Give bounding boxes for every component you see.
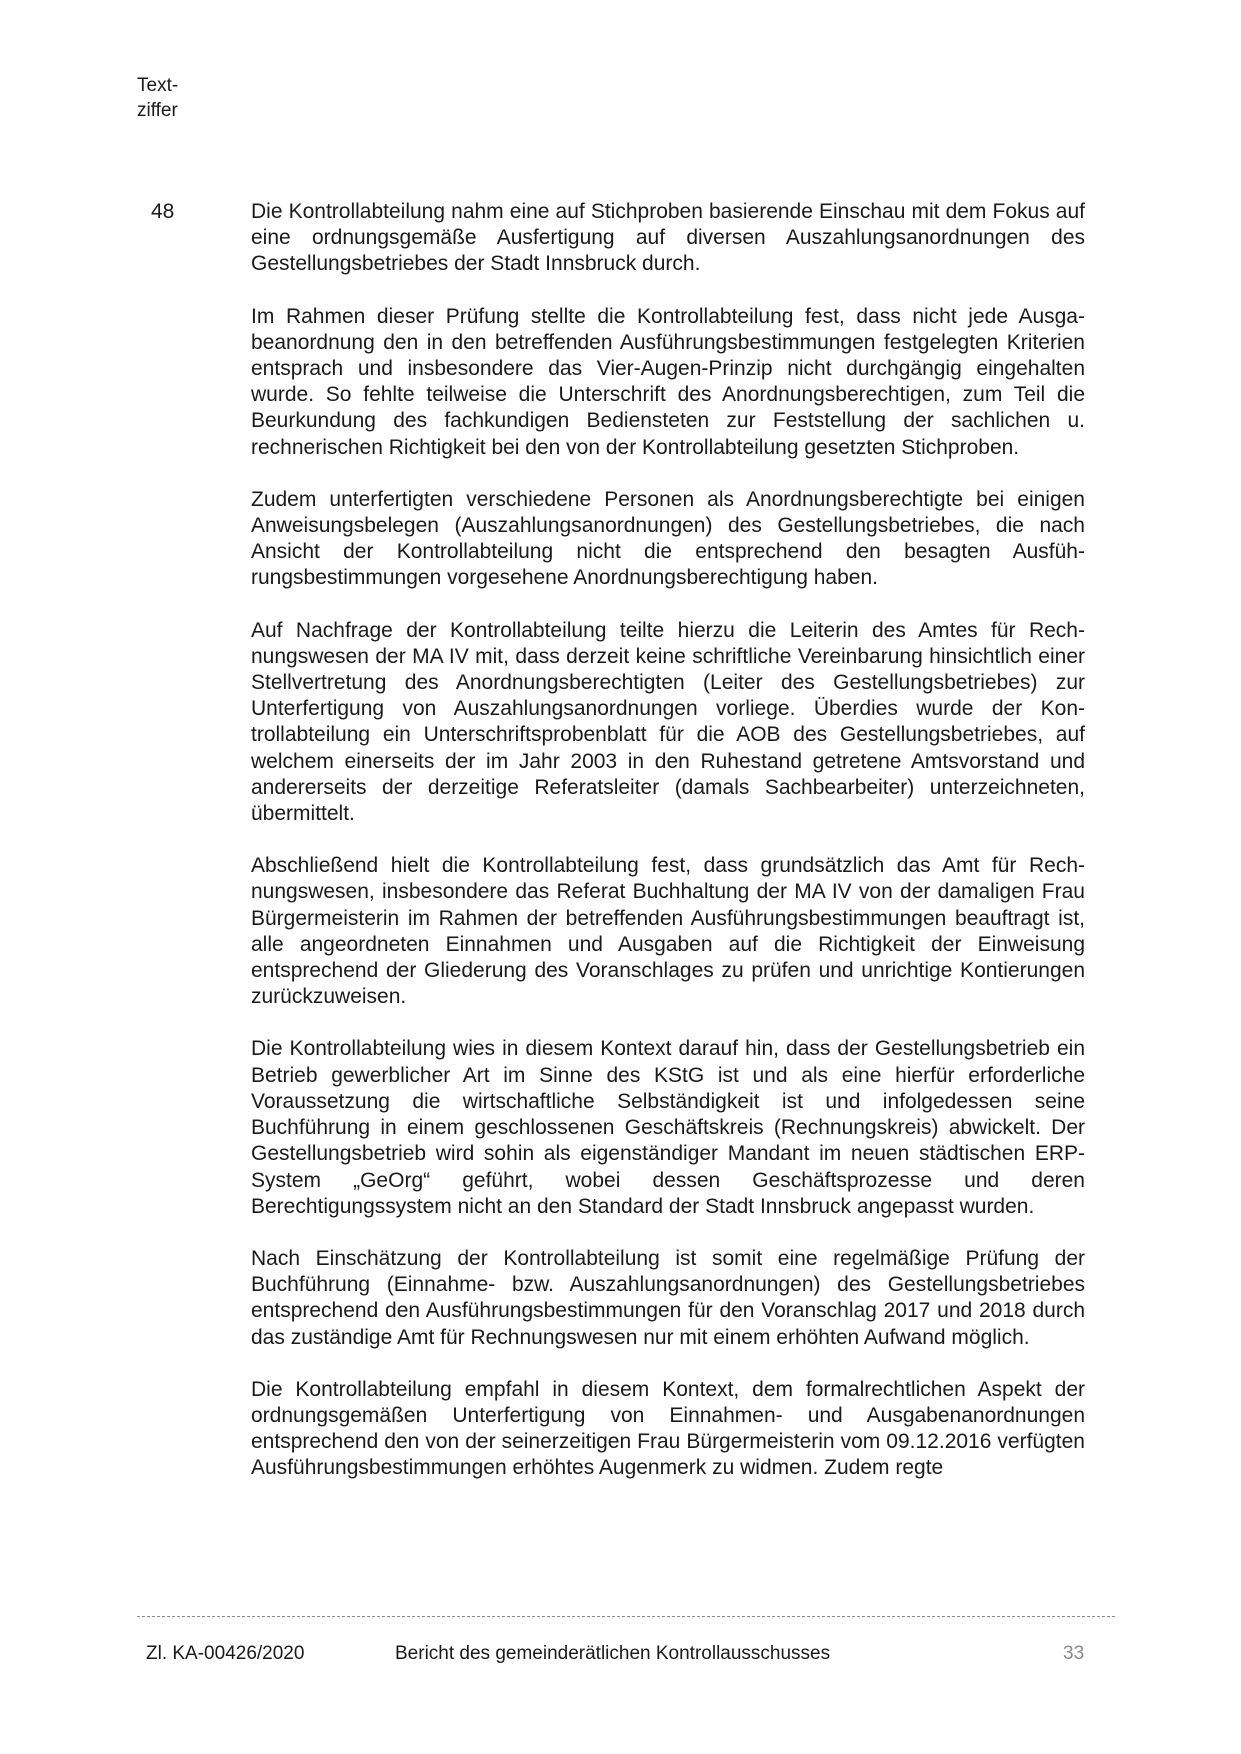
paragraph-4: Auf Nachfrage der Kontrollabteilung teilte hierzu die Leiterin des Amtes für Rechnungswesen der MA IV mit, dass derzeit keine schriftliche Vereinbarung hinsichtlich einer Stellvertretung des Anordnungsberechtigten (Leiter des Gestellungsbetriebes) zur Unterfertigung von Auszahlungsanordnungen vorliege. Überdies wurde der Kontrollabteilung ein Unterschriftsprobenblatt für die AOB des Gestellungsbetriebes, auf welchem einerseits der im Jahr 2003 in den Ruhestand getretene Amtsvorstand und andererseits der derzeitige Referatsleiter (damals Sachbearbeiter) unterzeichneten, übermittelt.	[251, 618, 1085, 826]
report-body	[251, 199, 1085, 1508]
paragraph-number: 48	[151, 200, 175, 223]
paragraph-1: Die Kontrollabteilung nahm eine auf Stichproben basierende Einschau mit dem Fokus auf eine ordnungsgemäße Ausfertigung auf diversen Auszahlungsanordnungen des Gestellungsbetriebes der Stadt Innsbruck durch.	[251, 200, 1085, 276]
footer-reference: Zl. KA-00426/2020	[146, 1643, 305, 1664]
paragraph-7: Nach Einschätzung der Kontrollabteilung ist somit eine regelmäßige Prüfung der Buchführung (Einnahme- bzw. Auszahlungsanordnungen) des Gestellungsbetriebes entsprechend den Ausführungsbestimmungen für den Voranschlag 2017 und 2018 durch das zuständige Amt für Rechnungswesen nur mit einem erhöhten Aufwand möglich.	[251, 1246, 1085, 1349]
paragraph-6: Die Kontrollabteilung wies in diesem Kontext darauf hin, dass der Gestellungsbetrieb ein Betrieb gewerblicher Art im Sinne des KStG ist und als eine hierfür erforderliche Voraussetzung die wirtschaftliche Selbständigkeit ist und infolgedessen seine Buchführung in einem geschlossenen Geschäftskreis (Rechnungskreis) abwickelt. Der Gestellungsbetrieb wird sohin als eigenständiger Mandant im neuen städtischen ERP-System „GeOrg“ geführt, wobei dessen Geschäftsprozesse und deren Berechtigungssystem nicht an den Standard der Stadt Innsbruck angepasst wurden.	[251, 1037, 1085, 1218]
margin-label-line-2: ziffer	[137, 100, 178, 121]
paragraph-5: Abschließend hielt die Kontrollabteilung fest, dass grundsätzlich das Amt für Rechnungswesen, insbesondere das Referat Buchhaltung der MA IV von der damaligen Frau Bürgermeisterin im Rahmen der betreffenden Ausführungsbestimmungen beauftragt ist, alle angeordneten Einnahmen und Ausgaben auf die Richtigkeit der Einweisung entsprechend der Gliederung des Voranschlages zu prüfen und unrichtige Kontierungen zurückzuweisen.	[251, 854, 1085, 1009]
footer-divider	[137, 1616, 1115, 1617]
paragraph-2: Im Rahmen dieser Prüfung stellte die Kontrollabteilung fest, dass nicht jede Ausgabeanordnung den in den betreffenden Ausführungsbestimmungen festgelegten Kriterien entsprach und insbesondere das Vier-Augen-Prinzip nicht durchgängig eingehalten wurde. So fehlte teilweise die Unterschrift des Anordnungsberechtigen, zum Teil die Beurkundung des fachkundigen Bediensteten zur Feststellung der sachlichen u. rechnerischen Richtigkeit bei den von der Kontrollabteilung gesetzten Stichproben.	[251, 304, 1085, 459]
page-number: 33	[1063, 1643, 1085, 1664]
footer-title: Bericht des gemeinderätlichen Kontrollausschusses	[395, 1643, 831, 1664]
margin-label-line-1: Text-	[137, 75, 179, 96]
paragraph-8: Die Kontrollabteilung empfahl in diesem Kontext, dem formalrechtlichen Aspekt der ordnungsgemäßen Unterfertigung von Einnahmen- und Ausgabenanordnungen entsprechend den von der seinerzeitigen Frau Bürgermeisterin vom 09.12.2016 verfügten Ausführungsbestimmungen erhöhtes Augenmerk zu widmen. Zudem regte	[251, 1377, 1085, 1480]
margin-label-textziffer	[137, 73, 178, 123]
paragraph-3: Zudem unterfertigten verschiedene Personen als Anordnungsberechtigte bei einigen Anweisungsbelegen (Auszahlungsanordnungen) des Gestellungsbetriebes, die nach Ansicht der Kontrollabteilung nicht die entsprechend den besagten Ausführungsbestimmungen vorgesehene Anordnungsberechtigung haben.	[251, 487, 1085, 590]
